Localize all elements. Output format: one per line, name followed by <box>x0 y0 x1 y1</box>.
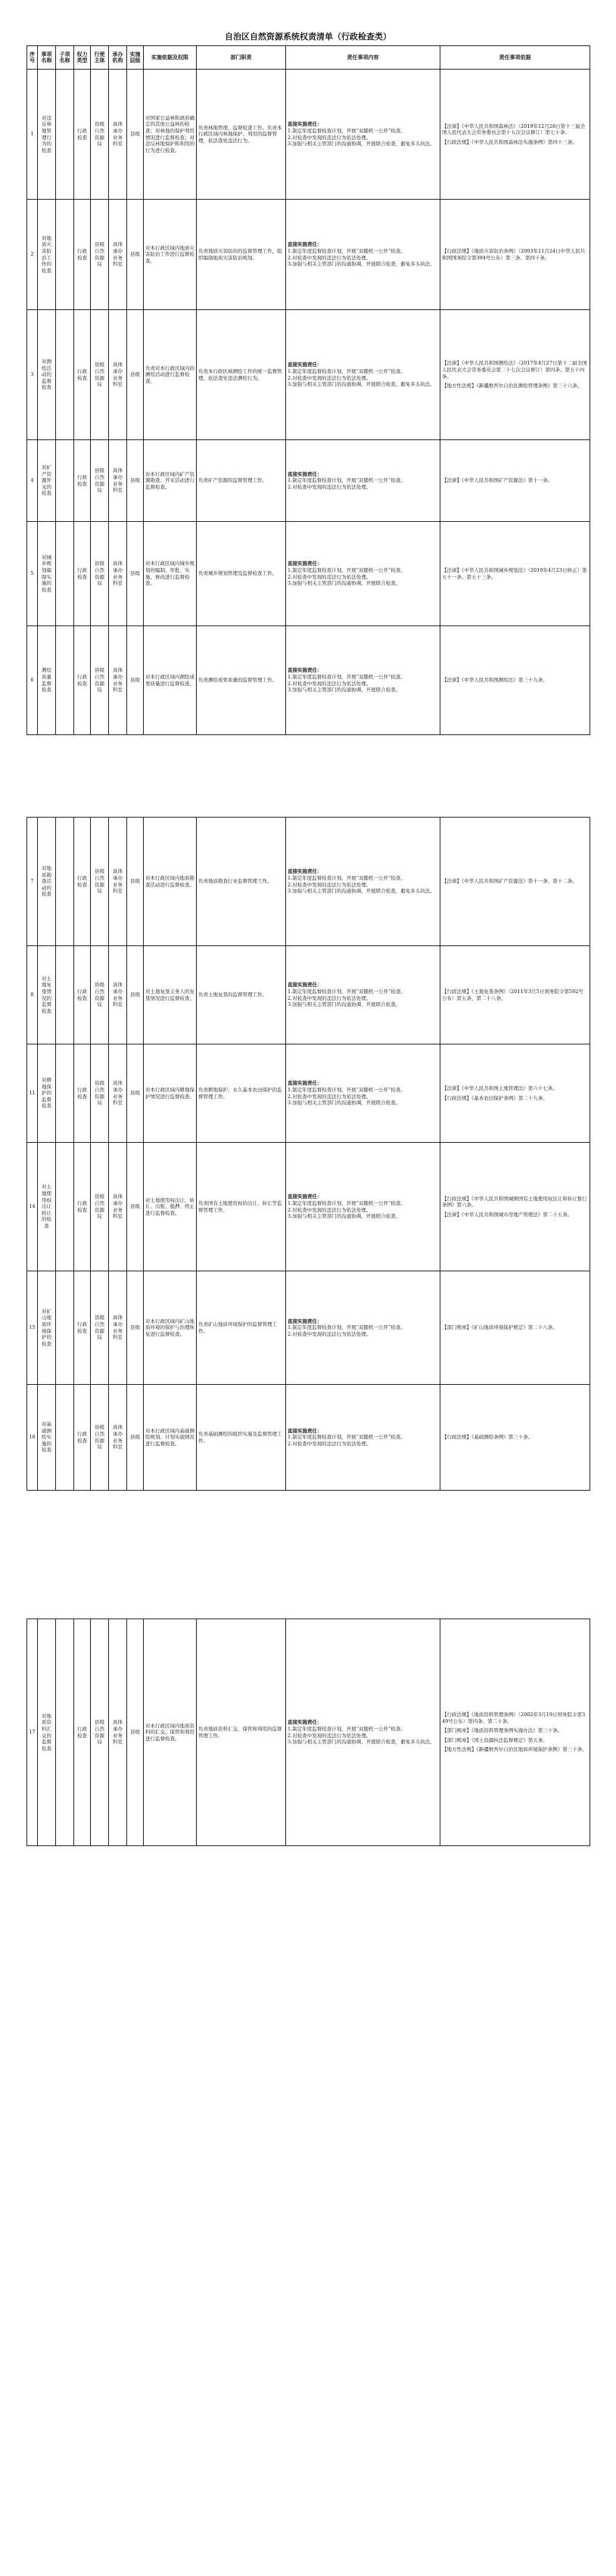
responsibility-item: 1.制定年度监督检查计划，开展“双随机一公开”检查。 <box>288 1725 406 1732</box>
handling-org: 具体承办业务科室 <box>109 1271 127 1385</box>
responsibility-title: 直接实施责任： <box>288 1080 322 1087</box>
basis-cell: 对本行政区域内耕地保护情况进行监督检查。 <box>144 1044 197 1143</box>
legal-basis-item: 【法律】《中华人民共和国矿产资源法》第十一条、第十二条。 <box>442 878 577 885</box>
duty-cell: 负责国有土地使用权的出让、转让等监督管理工作。 <box>197 1143 286 1271</box>
power-type: 行政检查 <box>74 1271 91 1385</box>
row-number: 14 <box>27 1143 38 1271</box>
executing-subject: 县级自然资源局 <box>91 946 109 1044</box>
duty-cell: 负责测绘成果质量的监督管理工作。 <box>197 626 286 735</box>
row-number: 17 <box>27 1619 38 1846</box>
responsibility-item: 1.制定年度监督检查计划，开展“双随机一公开”检查。 <box>288 566 406 573</box>
responsibility-cell <box>286 1143 440 1271</box>
handling-org: 具体承办业务科室 <box>109 1619 127 1846</box>
executing-subject: 县级自然资源局 <box>91 818 109 946</box>
responsibility-cell <box>286 1271 440 1385</box>
responsibility-cell <box>286 440 440 522</box>
legal-basis-item: 【部门规章】《矿山地质环境保护规定》第二十八条。 <box>442 1324 558 1331</box>
responsibility-item: 3.加强与相关主管部门的沟通协调，开展联合检查。 <box>288 687 401 694</box>
legal-basis-item: 【法律】《中华人民共和国森林法》（2019年12月28日第十三届全国人民代表大会常务委员会第十五次会议修订）第七十条。 <box>442 123 586 136</box>
header-row <box>27 46 590 70</box>
executing-subject: 县级自然资源局 <box>91 200 109 310</box>
responsibility-cell <box>286 1619 440 1846</box>
legal-basis-item: 【行政法规】《地质灾害防治条例》（2003年11月24日中华人民共和国国务院令第394号公布）第三条、第四十条。 <box>442 247 586 261</box>
responsibility-title: 直接实施责任： <box>288 362 322 368</box>
responsibility-item: 3.加强与相关主管部门的沟通协调，开展联合检查。 <box>288 580 401 587</box>
basis-cell: 对土地使用权出让、转让、出租、抵押、终止进行监督检查。 <box>144 1143 197 1271</box>
responsibility-item: 2.对检查中发现的违法行为依法处理。 <box>288 254 372 261</box>
legal-basis-cell <box>440 310 590 440</box>
table-row <box>27 200 590 310</box>
implementation-level: 县级 <box>127 1044 144 1143</box>
legal-basis-cell <box>440 522 590 626</box>
responsibility-title: 直接实施责任： <box>288 1317 322 1324</box>
responsibility-item: 1.制定年度监督检查计划，开展“双随机一公开”检查。 <box>288 1200 406 1206</box>
implementation-level: 县级 <box>127 1385 144 1491</box>
sub-item-cell <box>56 1143 74 1271</box>
table-row <box>27 522 590 626</box>
responsibility-cell <box>286 1044 440 1143</box>
document-title: 自治区自然资源系统权责清单（行政检查类） <box>225 32 391 42</box>
responsibility-item: 3.加强与相关主管部门的沟通协调，开展联合检查。 <box>288 1100 401 1106</box>
responsibility-item: 2.对检查中发现的违法行为依法处理。 <box>288 995 372 1001</box>
responsibility-item: 2.对检查中发现的违法行为依法处理。 <box>288 680 372 687</box>
basis-cell: 负责对本行政区域内的测绘活动进行监督检查。 <box>144 310 197 440</box>
legal-basis-item: 【法律】《中华人民共和国城市房地产管理法》第二十五条。 <box>442 1211 573 1218</box>
responsibility-item: 1.制定年度监督检查计划，开展“双随机一公开”检查。 <box>288 1086 406 1093</box>
column-header: 承办机构 <box>109 46 127 70</box>
legal-basis-item: 【行政法规】《土地复垦条例》（2011年3月5日国务院令第592号公布）第五条、第二十八条。 <box>442 988 583 1001</box>
responsibility-item: 2.对检查中发现的违法行为依法处理。 <box>288 1330 372 1337</box>
basis-cell: 对本行政区域内地质灾害防治工作进行监督检查。 <box>144 200 197 310</box>
responsibility-title: 直接实施责任： <box>288 560 322 567</box>
item-name: 对矿产资源开采的检查 <box>38 440 56 522</box>
row-number: 1 <box>27 70 38 200</box>
legal-basis-item: 【行政法规】《中华人民共和国城镇国有土地使用权出让和转让暂行条例》第六条。 <box>442 1195 587 1209</box>
legal-basis-cell <box>440 1143 590 1271</box>
legal-basis-cell <box>440 1044 590 1143</box>
table-row <box>27 310 590 440</box>
responsibility-item: 2.对检查中发现的违法行为依法处理。 <box>288 881 372 888</box>
column-header: 责任事项内容 <box>286 46 440 70</box>
responsibility-cell <box>286 522 440 626</box>
sub-item-cell <box>56 70 74 200</box>
implementation-level: 县级 <box>127 1143 144 1271</box>
executing-subject: 县级自然资源局 <box>91 310 109 440</box>
responsibility-cell <box>286 818 440 946</box>
responsibility-cell <box>286 310 440 440</box>
responsibility-item: 1.制定年度监督检查计划，开展“双随机一公开”检查。 <box>288 127 406 134</box>
responsibility-item: 2.对检查中发现的违法行为依法处理。 <box>288 483 372 490</box>
row-number: 16 <box>27 1385 38 1491</box>
implementation-level: 县级 <box>127 1271 144 1385</box>
implementation-level: 县级 <box>127 818 144 946</box>
legal-basis-item: 【行政法规】《基本农田保护条例》第二十九条。 <box>442 1094 548 1101</box>
legal-basis-item: 【行政法规】《基础测绘条例》第三十条。 <box>442 1434 534 1441</box>
handling-org: 具体承办业务科室 <box>109 1143 127 1271</box>
responsibility-table <box>26 45 590 735</box>
legal-basis-item: 【法律】《中华人民共和国矿产资源法》第十一条。 <box>442 477 553 484</box>
item-name: 对地质资料汇交的监督检查 <box>38 1619 56 1846</box>
executing-subject: 县级自然资源局 <box>91 1385 109 1491</box>
duty-cell: 负责地质资料汇交、保管和利用的监督管理工作。 <box>197 1619 286 1846</box>
sub-item-cell <box>56 1044 74 1143</box>
sub-item-cell <box>56 818 74 946</box>
handling-org: 具体承办业务科室 <box>109 200 127 310</box>
duty-cell: 负责矿产资源的监督管理工作。 <box>197 440 286 522</box>
implementation-level: 县级 <box>127 522 144 626</box>
responsibility-item: 2.对检查中发现的违法行为依法处理。 <box>288 1206 372 1213</box>
responsibility-title: 直接实施责任： <box>288 982 322 989</box>
legal-basis-item: 【法律】《中华人民共和国土地管理法》第六十七条。 <box>442 1085 558 1091</box>
responsibility-title: 直接实施责任： <box>288 470 322 477</box>
item-name: 对耕地保护的监督检查 <box>38 1044 56 1143</box>
handling-org: 具体承办业务科室 <box>109 946 127 1044</box>
legal-basis-item: 【地方性法规】《新疆维吾尔自治区地质环境保护条例》第三十条。 <box>442 1746 587 1753</box>
item-name: 测绘质量监督检查 <box>38 626 56 735</box>
item-name: 对土地复垦情况的监督检查 <box>38 946 56 1044</box>
implementation-level: 县级 <box>127 200 144 310</box>
column-header: 实施层级 <box>127 46 144 70</box>
column-header: 子项名称 <box>56 46 74 70</box>
duty-cell: 负责城乡规划管理及监督检查工作。 <box>197 522 286 626</box>
table-row <box>27 1271 590 1385</box>
responsibility-item: 2.对检查中发现的违法行为依法处理。 <box>288 1093 372 1100</box>
duty-cell: 负责林地管理、监督检查工作。负责本行政区域内林地保护、利用的监督管理，依法查处违法行为。 <box>197 70 286 200</box>
sub-item-cell <box>56 626 74 735</box>
duty-cell: 负责地质灾害防治的监督管理工作，组织编制地质灾害防治规划。 <box>197 200 286 310</box>
table-row <box>27 1044 590 1143</box>
power-type: 行政检查 <box>74 1385 91 1491</box>
basis-cell: 对本行政区域内矿产资源勘查、开采活动进行监督检查。 <box>144 440 197 522</box>
executing-subject: 县级自然资源局 <box>91 1619 109 1846</box>
basis-cell: 对土地复垦义务人的复垦情况进行监督检查。 <box>144 946 197 1044</box>
handling-org: 具体承办业务科室 <box>109 522 127 626</box>
responsibility-item: 3.加强与相关主管部门的沟通协调，开展联合检查，避免多头执法。 <box>288 141 435 147</box>
responsibility-item: 2.对检查中发现的违法行为依法处理。 <box>288 1440 372 1447</box>
sub-item-cell <box>56 946 74 1044</box>
basis-cell: 对本行政区域内基础测绘规划、计划实施情况进行监督检查。 <box>144 1385 197 1491</box>
executing-subject: 县级自然资源局 <box>91 440 109 522</box>
responsibility-item: 3.加强与相关主管部门的沟通协调，开展联合检查，避免多头执法。 <box>288 888 435 895</box>
executing-subject: 县级自然资源局 <box>91 70 109 200</box>
executing-subject: 县级自然资源局 <box>91 1271 109 1385</box>
sub-item-cell <box>56 1619 74 1846</box>
legal-basis-cell <box>440 200 590 310</box>
responsibility-item: 3.加强与相关主管部门的沟通协调，开展联合检查。 <box>288 1213 401 1220</box>
legal-basis-cell <box>440 946 590 1044</box>
power-type: 行政检查 <box>74 310 91 440</box>
power-type: 行政检查 <box>74 626 91 735</box>
implementation-level: 县级 <box>127 626 144 735</box>
responsibility-item: 1.制定年度监督检查计划，开展“双随机一公开”检查。 <box>288 673 406 680</box>
basis-cell: 对本行政区域内城乡规划的编制、审批、实施、修改进行监督检查。 <box>144 522 197 626</box>
table-row <box>27 1385 590 1491</box>
power-type: 行政检查 <box>74 1143 91 1271</box>
legal-basis-cell <box>440 1271 590 1385</box>
responsibility-item: 1.制定年度监督检查计划，开展“双随机一公开”检查。 <box>288 1324 406 1331</box>
item-name: 对地质勘查活动的检查 <box>38 818 56 946</box>
power-type: 行政检查 <box>74 440 91 522</box>
implementation-level: 县级 <box>127 440 144 522</box>
responsibility-cell <box>286 626 440 735</box>
responsibility-item: 3.加强与相关主管部门的沟通协调，开展联合检查，避免多头执法。 <box>288 1739 435 1746</box>
item-name: 对矿山地质环境保护的检查 <box>38 1271 56 1385</box>
responsibility-cell <box>286 70 440 200</box>
handling-org: 具体承办业务科室 <box>109 626 127 735</box>
responsibility-item: 1.制定年度监督检查计划，开展“双随机一公开”检查。 <box>288 247 406 254</box>
handling-org: 具体承办业务科室 <box>109 440 127 522</box>
table-row <box>27 70 590 200</box>
basis-cell: 对本行政区域内矿山地质环境的保护与治理恢复进行监督检查。 <box>144 1271 197 1385</box>
row-number: 11 <box>27 1044 38 1143</box>
executing-subject: 县级自然资源局 <box>91 1044 109 1143</box>
responsibility-title: 直接实施责任： <box>288 121 322 128</box>
legal-basis-item: 【部门规章】《地质资料管理条例实施办法》第三十条。 <box>442 1727 563 1734</box>
item-name: 对基础测绘实施的检查 <box>38 1385 56 1491</box>
column-header: 权力类型 <box>74 46 91 70</box>
responsibility-item: 2.对检查中发现的违法行为依法处理。 <box>288 573 372 580</box>
duty-cell: 负责土地复垦的监督管理工作。 <box>197 946 286 1044</box>
table-row <box>27 626 590 735</box>
row-number: 7 <box>27 818 38 946</box>
executing-subject: 县级自然资源局 <box>91 1143 109 1271</box>
handling-org: 具体承办业务科室 <box>109 1385 127 1491</box>
handling-org: 具体承办业务科室 <box>109 1044 127 1143</box>
legal-basis-item: 【法律】《中华人民共和国城乡规划法》（2019年4月23日修正）第五十一条、第五十三条。 <box>442 566 587 580</box>
row-number: 2 <box>27 200 38 310</box>
responsibility-item: 1.制定年度监督检查计划，开展“双随机一公开”检查。 <box>288 988 406 995</box>
duty-cell: 负责矿山地质环境保护的监督管理工作。 <box>197 1271 286 1385</box>
responsibility-cell <box>286 1385 440 1491</box>
row-number: 15 <box>27 1271 38 1385</box>
handling-org: 具体承办业务科室 <box>109 70 127 200</box>
sub-item-cell <box>56 522 74 626</box>
table-page-2 <box>26 817 590 1491</box>
responsibility-item: 2.对检查中发现的违法行为依法处理。 <box>288 1732 372 1739</box>
row-number: 5 <box>27 522 38 626</box>
responsibility-title: 直接实施责任： <box>288 1719 322 1726</box>
executing-subject: 县级自然资源局 <box>91 522 109 626</box>
sub-item-cell <box>56 1271 74 1385</box>
table-row <box>27 818 590 946</box>
responsibility-item: 3.加强与相关主管部门的沟通协调，开展联合检查。 <box>288 1001 401 1008</box>
responsibility-table <box>26 817 590 1491</box>
implementation-level: 县级 <box>127 70 144 200</box>
column-header: 实施依据及权限 <box>144 46 197 70</box>
power-type: 行政检查 <box>74 1044 91 1143</box>
responsibility-cell <box>286 200 440 310</box>
sub-item-cell <box>56 1385 74 1491</box>
item-name: 对测绘活动的监督检查 <box>38 310 56 440</box>
item-name: 对土地使用权出让转让的检查 <box>38 1143 56 1271</box>
legal-basis-cell <box>440 440 590 522</box>
table-page-1 <box>26 45 590 735</box>
responsibility-title: 直接实施责任： <box>288 1427 322 1434</box>
handling-org: 具体承办业务科室 <box>109 310 127 440</box>
legal-basis-item: 【法律】《中华人民共和国测绘法》（2017年4月27日第十二届全国人民代表大会常务委员会第二十七次会议修订）第四条、第五十四条。 <box>442 360 587 380</box>
column-header: 行使主体 <box>91 46 109 70</box>
power-type: 行政检查 <box>74 522 91 626</box>
responsibility-table <box>26 1619 590 1846</box>
table-row <box>27 440 590 522</box>
executing-subject: 县级自然资源局 <box>91 626 109 735</box>
legal-basis-item: 【部门规章】《国土资源执法监督规定》第五条。 <box>442 1736 548 1743</box>
row-number: 3 <box>27 310 38 440</box>
responsibility-item: 2.对检查中发现的违法行为依法处理。 <box>288 374 372 381</box>
responsibility-title: 直接实施责任： <box>288 1193 322 1200</box>
power-type: 行政检查 <box>74 818 91 946</box>
responsibility-item: 1.制定年度监督检查计划，开展“双随机一公开”检查。 <box>288 874 406 881</box>
duty-cell: 负责地质勘查行业监督管理工作。 <box>197 818 286 946</box>
duty-cell: 负责耕地保护、永久基本农田保护的监督管理工作。 <box>197 1044 286 1143</box>
implementation-level: 县级 <box>127 1619 144 1846</box>
power-type: 行政检查 <box>74 70 91 200</box>
table-row <box>27 1619 590 1846</box>
sub-item-cell <box>56 200 74 310</box>
legal-basis-item: 【地方性法规】《新疆维吾尔自治区测绘管理条例》第三十六条。 <box>442 383 583 390</box>
row-number: 8 <box>27 946 38 1044</box>
legal-basis-cell <box>440 1385 590 1491</box>
power-type: 行政检查 <box>74 946 91 1044</box>
legal-basis-cell <box>440 1619 590 1846</box>
column-header: 责任事项依据 <box>440 46 590 70</box>
legal-basis-cell <box>440 626 590 735</box>
implementation-level: 县级 <box>127 946 144 1044</box>
row-number: 6 <box>27 626 38 735</box>
column-header: 事项名称 <box>38 46 56 70</box>
sub-item-cell <box>56 310 74 440</box>
handling-org: 具体承办业务科室 <box>109 818 127 946</box>
legal-basis-item: 【法律】《中华人民共和国测绘法》第三十九条。 <box>442 677 548 684</box>
responsibility-title: 直接实施责任： <box>288 241 322 248</box>
legal-basis-cell <box>440 70 590 200</box>
implementation-level: 县级 <box>127 310 144 440</box>
power-type: 行政检查 <box>74 1619 91 1846</box>
column-header: 序号 <box>27 46 38 70</box>
row-number: 4 <box>27 440 38 522</box>
power-type: 行政检查 <box>74 200 91 310</box>
column-header: 部门职责 <box>197 46 286 70</box>
responsibility-item: 3.加强与相关主管部门的沟通协调，开展联合检查，避免多头执法。 <box>288 261 435 268</box>
sub-item-cell <box>56 440 74 522</box>
basis-cell: 对本行政区域内地质勘查活动进行监督检查。 <box>144 818 197 946</box>
responsibility-item: 1.制定年度监督检查计划，开展“双随机一公开”检查。 <box>288 477 406 484</box>
responsibility-item: 1.制定年度监督检查计划，开展“双随机一公开”检查。 <box>288 1434 406 1441</box>
basis-cell: 对国家公益林和政府确定的其他公益林的检查；对林地的保护利用情况进行监督检查；对违反林地保护和利用的行为进行检查。 <box>144 70 197 200</box>
basis-cell: 对本行政区域内地质资料的汇交、保管和利用进行监督检查。 <box>144 1619 197 1846</box>
legal-basis-item: 【行政法规】《地质资料管理条例》（2002年3月19日国务院令第349号公布）第四条、第二十条。 <box>442 1712 586 1724</box>
table-row <box>27 946 590 1044</box>
legal-basis-cell <box>440 818 590 946</box>
table-page-3 <box>26 1619 590 1846</box>
responsibility-item: 2.对检查中发现的违法行为依法处理。 <box>288 134 372 141</box>
basis-cell: 对本行政区域内测绘成果质量进行监督检查。 <box>144 626 197 735</box>
responsibility-item: 3.加强与相关主管部门的沟通协调，开展联合检查，避免多头执法。 <box>288 381 435 388</box>
responsibility-cell <box>286 946 440 1044</box>
duty-cell: 负责基础测绘的组织实施及监督管理工作。 <box>197 1385 286 1491</box>
item-name: 对地质灾害防治工作的检查 <box>38 200 56 310</box>
item-name: 对城乡规划编制实施的检查 <box>38 522 56 626</box>
responsibility-item: 1.制定年度监督检查计划，开展“双随机一公开”检查。 <box>288 368 406 374</box>
item-name: 对违反林地管理行为的检查 <box>38 70 56 200</box>
legal-basis-item: 【行政法规】《中华人民共和国森林法实施条例》第四十三条。 <box>442 138 577 145</box>
table-row <box>27 1143 590 1271</box>
responsibility-title: 直接实施责任： <box>288 667 322 674</box>
responsibility-title: 直接实施责任： <box>288 868 322 875</box>
duty-cell: 负责本行政区域测绘工作的统一监督管理，依法查处违法测绘行为。 <box>197 310 286 440</box>
